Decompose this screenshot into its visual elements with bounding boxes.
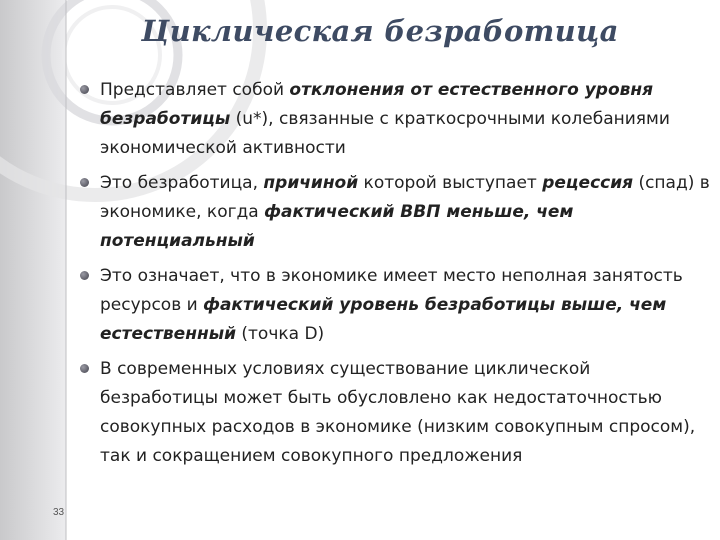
bullet-text [100, 262, 710, 349]
bullet-text-segment: которой выступает [358, 173, 543, 193]
bullet-text-segment: Это безработица, [100, 173, 264, 193]
emphasized-text: причиной [263, 173, 359, 193]
bullet-text-segment: (спад) в экономике, когда [100, 173, 710, 222]
page-number: 33 [53, 507, 65, 518]
bullet-dot-icon [80, 364, 89, 373]
bullet-item [80, 169, 710, 256]
bullet-dot-icon [80, 271, 89, 280]
bullet-text-segment: (точка D) [235, 324, 325, 344]
bullet-text-segment: Это означает, что в экономике имеет место неполная занятость ресурсов и [100, 266, 683, 315]
emphasized-text: фактический ВВП меньше, чем потенциальный [100, 202, 574, 251]
bullet-text [100, 169, 710, 256]
emphasized-text: отклонения от естественного уровня безработицы [100, 80, 654, 129]
slide-title: Циклическая безработица [141, 14, 619, 48]
bullet-list [80, 76, 710, 477]
bullet-dot-icon [80, 85, 89, 94]
emphasized-text: фактический уровень безработицы выше, чем естественный [100, 295, 667, 344]
bullet-text-segment: В современных условиях существование циклической безработицы может быть обусловлено как недостаточностью совокупных расходов в экономике (низким совокупным спросом), так и сокращением совокупного предложения [100, 359, 696, 466]
emphasized-text: рецессия [542, 173, 634, 193]
bullet-text [100, 76, 710, 163]
bullet-text [100, 355, 710, 471]
bullet-text-segment: Представляет собой [100, 80, 290, 100]
bullet-text-segment: (u*), связанные с краткосрочными колебаниями экономической активности [100, 109, 670, 158]
bullet-item [80, 76, 710, 163]
bullet-dot-icon [80, 178, 89, 187]
bullet-item [80, 262, 710, 349]
bullet-item [80, 355, 710, 471]
left-decorative-band [0, 0, 66, 540]
